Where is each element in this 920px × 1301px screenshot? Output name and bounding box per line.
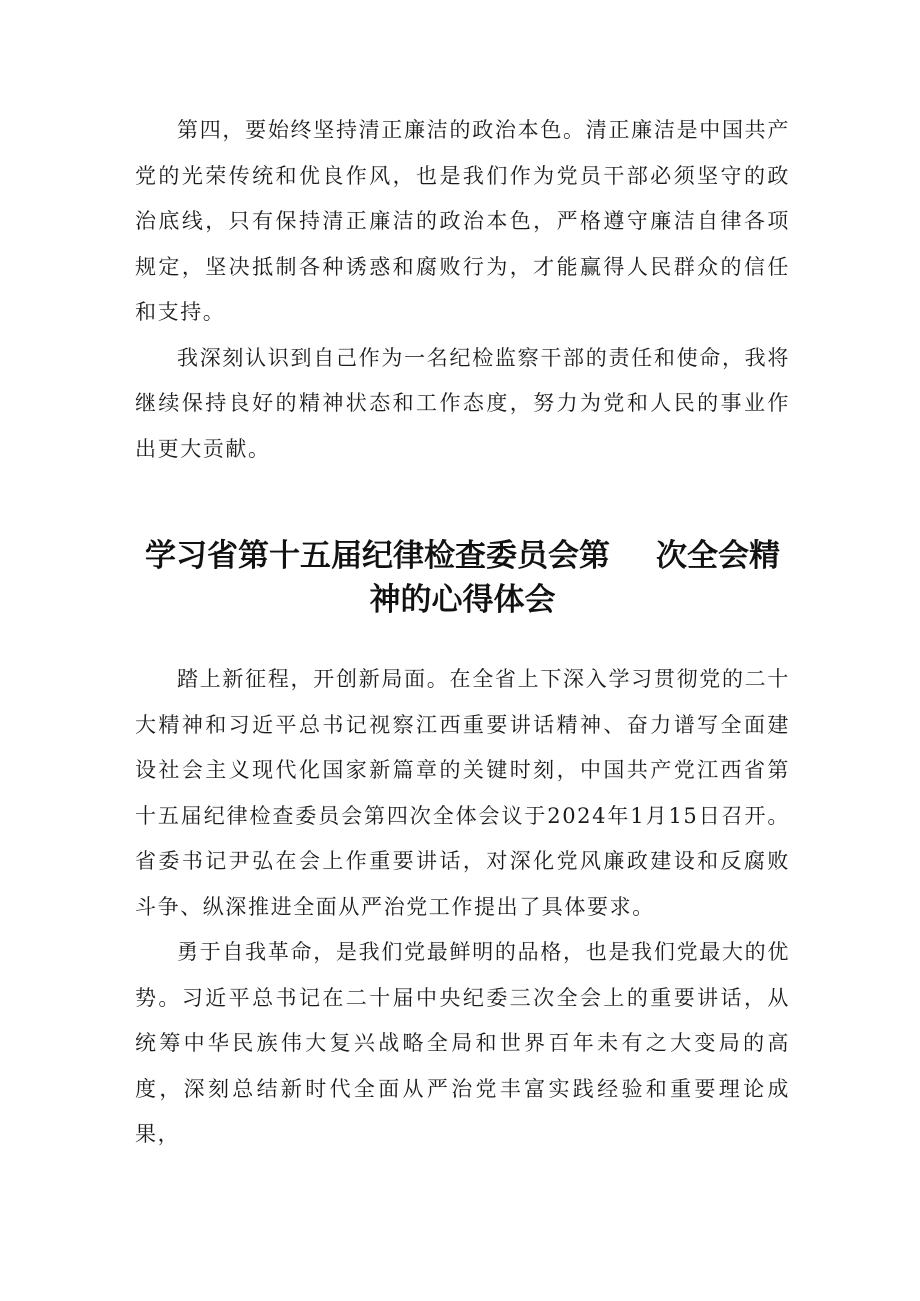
article-title-part2: 次全会精神的心得体会 <box>369 538 780 618</box>
paragraph-commitment: 我深刻认识到自己作为一名纪检监察干部的责任和使命，我将继续保持良好的精神状态和工作态度，努力为党和人民的事业作出更大贡献。 <box>135 345 790 461</box>
paragraph-self-revolution: 勇于自我革命，是我们党最鲜明的品格，也是我们党最大的优势。习近平总书记在二十届中央纪委三次全会上的重要讲话，从统筹中华民族伟大复兴战略全局和世界百年未有之大变局的高度，深刻总结新时代全面从严治党丰富实践经验和重要理论成果， <box>135 940 790 1146</box>
paragraph-intro: 踏上新征程，开创新局面。在全省上下深入学习贯彻党的二十大精神和习近平总书记视察江西重要讲话精神、奋力谱写全面建设社会主义现代化国家新篇章的关键时刻，中国共产党江西省第十五届纪律检查委员会第四次全体会议于2024年1月15日召开。省委书记尹弘在会上作重要讲话，对深化党风廉政建设和反腐败斗争、纵深推进全面从严治党工作提出了具体要求。 <box>135 667 790 919</box>
article-title <box>135 534 790 622</box>
paragraph-fourth-point: 第四，要始终坚持清正廉洁的政治本色。清正廉洁是中国共产党的光荣传统和优良作风，也是我们作为党员干部必须坚守的政治底线，只有保持清正廉洁的政治本色，严格遵守廉洁自律各项规定，坚决抵制各种诱惑和腐败行为，才能赢得人民群众的信任和支持。 <box>135 118 790 324</box>
article-title-part1: 学习省第十五届纪律检查委员会第 <box>145 538 610 574</box>
document-page <box>135 108 790 1158</box>
